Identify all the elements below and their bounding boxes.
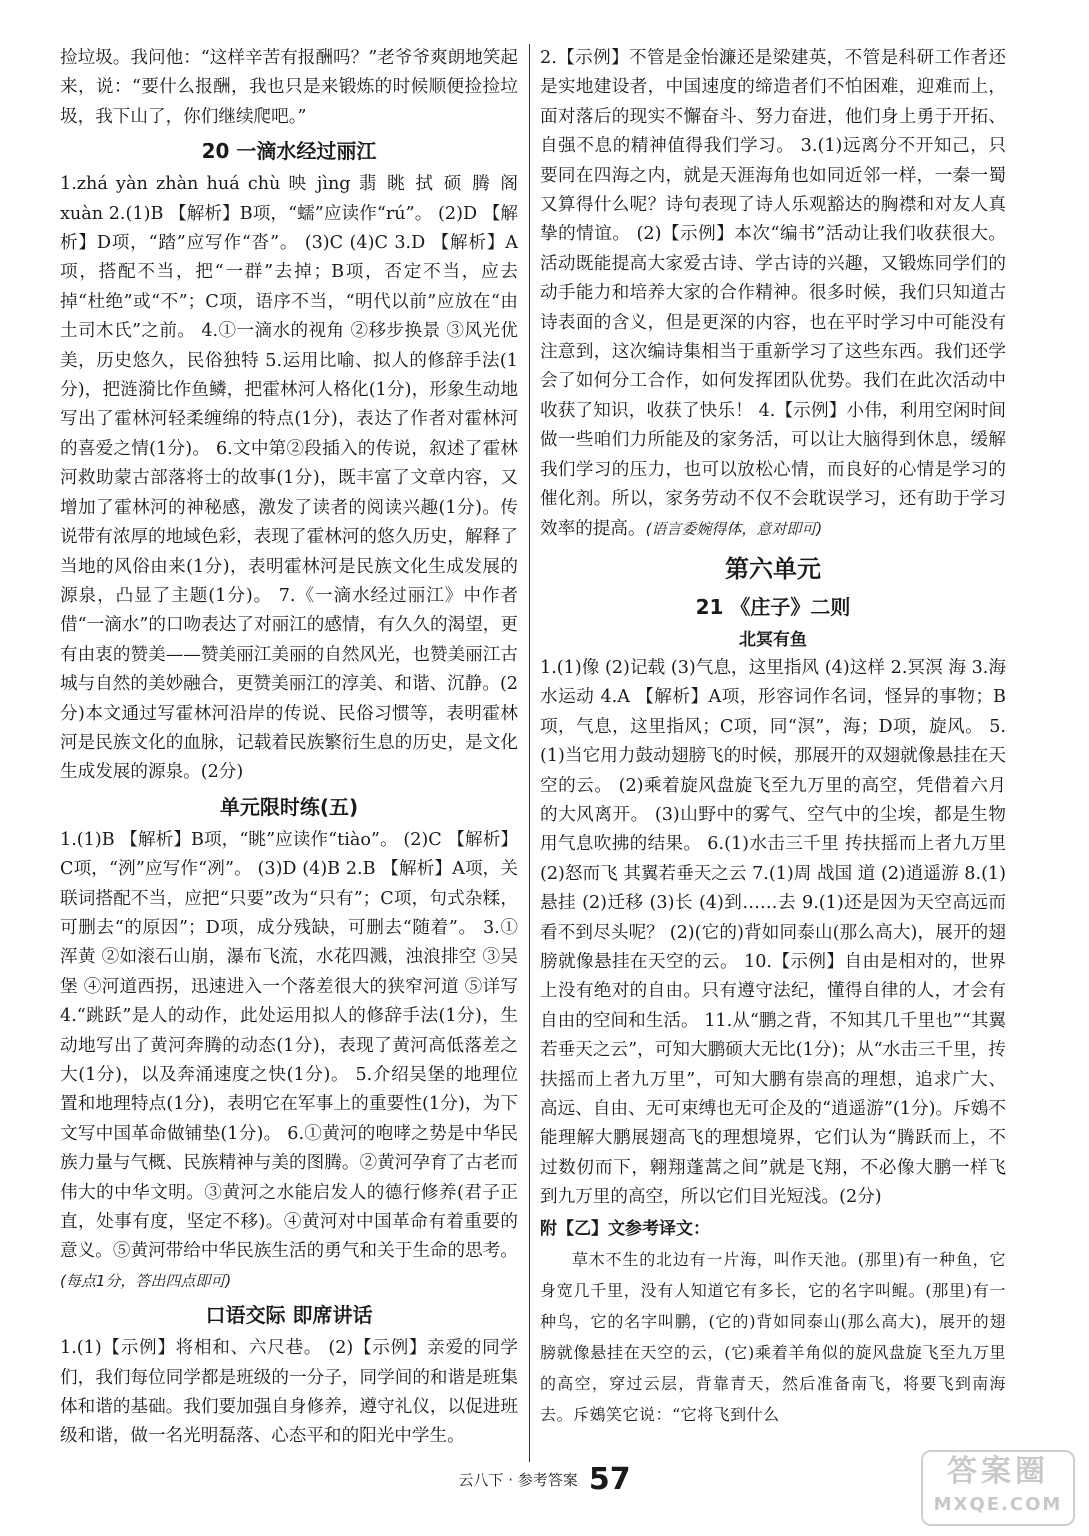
page-number: 57: [588, 1462, 631, 1497]
unit6-title: 第六单元: [725, 554, 821, 583]
unit-test-note: (每点1分，答出四点即可): [60, 1271, 232, 1290]
translation-text: 草木不生的北边有一片海，叫作天池。(那里)有一种鱼，它身宽几千里，没有人知道它有多长，它的名字叫鲲。(那里)有一种鸟，它的名字叫鹏，(它的)背如同泰山(那么高大)，展开的翅膀就像悬挂在天空的云，(它)乘着羊角似的旋风盘旋飞至九万里的高空，穿过云层，背靠青天，然后准备南飞，将要飞到南海去。斥鴳笑它说：“它将飞到什么: [540, 1249, 1006, 1424]
oral-answers: 1.(1)【示例】将相和、六尺巷。 (2)【示例】亲爱的同学们，我们每位同学都是班级的一分子，同学间的和谐是班集体和谐的基础。我们要加强自身修养，遵守礼仪，以促进班级和谐，做一名光明磊落、心态平和的阳光中学生。: [60, 1338, 518, 1447]
oral-continued: [540, 44, 1006, 544]
watermark-sub: MXQE.COM: [933, 1494, 1063, 1515]
left-column: [60, 44, 518, 1452]
lesson21-title: 21 《庄子》二则: [695, 594, 851, 619]
unit-test-title: 单元限时练(五): [219, 794, 359, 819]
oral-note: (语言委婉得体，意对即可): [645, 519, 823, 538]
lesson20-answers: 1.zhá yàn zhàn huá chù 映 jìng 翡 眺 拭 硕 腾 阁 xuàn 2.(1)B 【解析】B项，“蠕”应读作“rú”。 (2)D 【解析】D项，“踏”应写作“沓”。 (3)C (4)C 3.D 【解析】A项，搭配不当，把“一群”去掉；B项，否定不当，应去掉“杜绝”或“不”；C项，语序不当，“明代以前”应放在“由土司木氏”之前。 4.①一滴水的视角 ②移步换景 ③风光优美，历史悠久，民俗独特 5.运用比喻、拟人的修辞手法(1分)，把涟漪比作鱼鳞，把霍林河人格化(1分)，形象生动地写出了霍林河轻柔缠绵的特点(1分)，表达了作者对霍林河的喜爱之情(1分)。 6.文中第②段插入的传说，叙述了霍林河救助蒙古部落将士的故事(1分)，既丰富了文章内容，又增加了霍林河的神秘感，激发了读者的阅读兴趣(1分)。传说带有浓厚的地域色彩，表现了霍林河的悠久历史，解释了当地的风俗由来(1分)，表明霍林河是民族文化生成发展的源泉，凸显了主题(1分)。 7.《一滴水经过丽江》中作者借“一滴水”的口吻表达了对丽江的感情，有久久的渴望，更有由衷的赞美——赞美丽江美丽的自然风光，也赞美丽江古城与自然的美妙融合，更赞美丽江的淳美、和谐、沉静。(2分)本文通过写霍林河沿岸的传说、民俗习惯等，表明霍林河是民族文化的血脉，记载着民族繁衍生息的历史，是文化生成发展的源泉。(2分): [60, 174, 518, 783]
unit-test-answers: [60, 826, 518, 1297]
right-column: [540, 44, 1006, 1430]
column-divider: [529, 44, 530, 1462]
lesson21-subtitle: 北冥有鱼: [739, 629, 807, 650]
intro-text: 捡垃圾。我问他：“这样辛苦有报酬吗？”老爷爷爽朗地笑起来，说：“要什么报酬，我也只是来锻炼的时候顺便捡捡垃圾，我下山了，你们继续爬吧。”: [60, 48, 518, 127]
watermark-main: 答案圈: [947, 1454, 1049, 1489]
lesson21-answers: 1.(1)像 (2)记载 (3)气息，这里指风 (4)这样 2.冥溟 海 3.海水运动 4.A 【解析】A项，形容词作名词，怪异的事物；B项，气息，这里指风；C项，同“溟”，海；D项，旋风。 5.(1)当它用力鼓动翅膀飞的时候，那展开的双翅就像悬挂在天空的云。 (2)乘着旋风盘旋飞至九万里的高空，凭借着六月的大风离开。 (3)山野中的雾气、空气中的尘埃，都是生物用气息吹拂的结果。 6.(1)水击三千里 抟扶摇而上者九万里 (2)怒而飞 其翼若垂天之云 7.(1)周 战国 道 (2)逍遥游 8.(1)悬挂 (2)迁移 (3)长 (4)到……去 9.(1)还是因为天空高远而看不到尽头呢？ (2)(它的)背如同泰山(那么高大)，展开的翅膀就像悬挂在天空的云。 10.【示例】自由是相对的，世界上没有绝对的自由。只有遵守法纪，懂得自律的人，才会有自由的空间和生活。 11.从“鹏之背，不知其几千里也”“其翼若垂天之云”，可知大鹏硕大无比(1分)；从“水击三千里，抟扶摇而上者九万里”，可知大鹏有崇高的理想，追求广大、高远、自由、无可束缚也无可企及的“逍遥游”(1分)。斥鴳不能理解大鹏展翅高飞的理想境界，它们认为“腾跃而上，不过数仞而下，翱翔蓬蒿之间”就是飞翔，不必像大鹏一样飞到九万里的高空，所以它们目光短浅。(2分): [540, 657, 1006, 1208]
watermark-logo: [921, 1450, 1075, 1526]
appendix-title: 附【乙】文参考译文：: [540, 1218, 710, 1239]
footer-label: 云八下 · 参考答案: [458, 1471, 578, 1489]
unit-test-answer-text: 1.(1)B 【解析】B项，“眺”应读作“tiào”。 (2)C 【解析】C项，“洌”应写作“冽”。 (3)D (4)B 2.B 【解析】A项，关联词搭配不当，应把“只要”改为“只有”；C项，句式杂糅，可删去“的原因”；D项，成分残缺，可删去“随着”。 3.①浑黄 ②如滚石山崩，瀑布飞流，水花四溅，浊浪排空 ③吴堡 ④河道西拐，迅速进入一个落差很大的狭窄河道 ⑤详写 4.“跳跃”是人的动作，此处运用拟人的修辞手法(1分)，生动地写出了黄河奔腾的动态(1分)，表现了黄河高低落差之大(1分)，以及奔涌速度之快(1分)。 5.介绍吴堡的地理位置和地理特点(1分)，表明它在军事上的重要性(1分)，为下文写中国革命做铺垫(1分)。 6.①黄河的咆哮之势是中华民族力量与气概、民族精神与美的图腾。②黄河孕育了古老而伟大的中华文明。③黄河之水能启发人的德行修养(君子正直，处事有度，坚定不移)。④黄河对中国革命有着重要的意义。⑤黄河带给中华民族生活的勇气和关于生命的思考。: [60, 829, 518, 1262]
lesson20-title: 20 一滴水经过丽江: [201, 139, 377, 164]
oral-title: 口语交际 即席讲话: [205, 1303, 373, 1328]
oral-continued-text: 2.【示例】不管是金怡濂还是梁建英，不管是科研工作者还是实地建设者，中国速度的缔造者们不怕困难，迎难而上，面对落后的现实不懈奋斗、努力奋进，他们身上勇于开拓、自强不息的精神值得我们学习。 3.(1)远离分不开知己，只要同在四海之内，就是天涯海角也如同近邻一样，一秦一蜀又算得什么呢？诗句表现了诗人乐观豁达的胸襟和对友人真挚的情谊。 (2)【示例】本次“编书”活动让我们收获很大。活动既能提高大家爱古诗、学古诗的兴趣，又锻炼同学们的动手能力和培养大家的合作精神。很多时候，我们只知道古诗表面的含义，但是更深的内容，也在平时学习中可能没有注意到，这次编诗集相当于重新学习了这些东西。我们还学会了如何分工合作，如何发挥团队优势。我们在此次活动中收获了知识，收获了快乐！ 4.【示例】小伟，利用空闲时间做一些咱们力所能及的家务活，可以让大脑得到休息，缓解我们学习的压力，也可以放松心情，而良好的心情是学习的催化剂。所以，家务劳动不仅不会耽误学习，还有助于学习效率的提高。: [540, 48, 1006, 539]
